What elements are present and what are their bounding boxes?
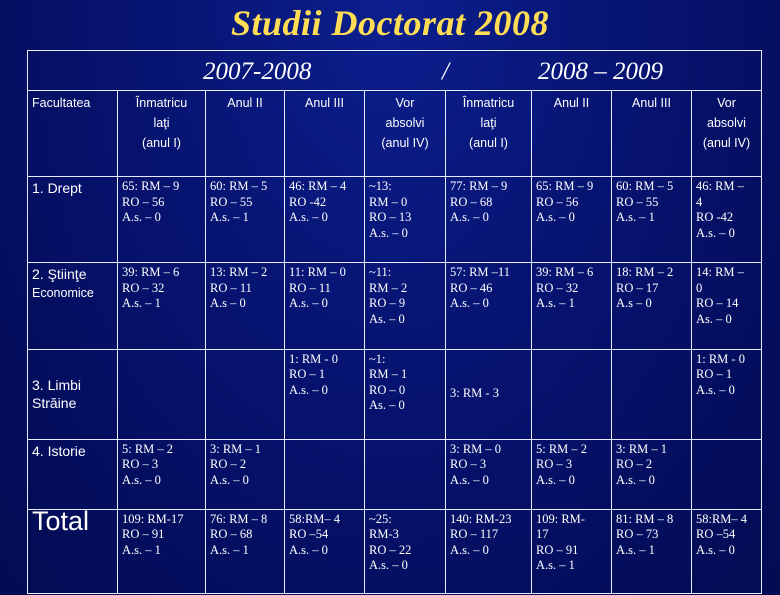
- table-cell: 3: RM – 1 RO – 2 A.s. – 0: [206, 439, 285, 509]
- doctoral-studies-table: [27, 50, 762, 594]
- table-cell: 3: RM – 0 RO – 3 A.s. – 0: [446, 439, 532, 509]
- row-label: [28, 349, 118, 439]
- row-label-total: Total: [28, 509, 118, 593]
- table-row-total: [28, 509, 762, 593]
- table-cell: 1: RM - 0 RO – 1 A.s. – 0: [285, 349, 365, 439]
- table-cell: 65: RM – 9 RO – 56 A.s. – 0: [118, 177, 206, 263]
- table-cell: 14: RM – 0 RO – 14 As. – 0: [692, 263, 762, 349]
- table-cell: 46: RM – 4 RO -42 A.s. – 0: [285, 177, 365, 263]
- year-header: [28, 51, 762, 91]
- table-cell: [118, 349, 206, 439]
- header-inmatriculati-1: Înmatricu laţi (anul I): [118, 91, 206, 177]
- year-separator: /: [442, 58, 449, 85]
- table-cell: 76: RM – 8 RO – 68 A.s. – 1: [206, 509, 285, 593]
- table-cell: 46: RM – 4 RO -42 A.s. – 0: [692, 177, 762, 263]
- table-cell: [285, 439, 365, 509]
- header-inmatriculati-2: Înmatricu laţi (anul I): [446, 91, 532, 177]
- header-anul-iii-1: Anul III: [285, 91, 365, 177]
- table-row: [28, 263, 762, 349]
- slide-title: Studii Doctorat 2008: [230, 3, 550, 43]
- table-cell: 109: RM-17 RO – 91 A.s. – 1: [118, 509, 206, 593]
- table-cell: 109: RM- 17 RO – 91 A.s. – 1: [532, 509, 612, 593]
- header-facultatea: Facultatea: [28, 91, 118, 177]
- table-row: [28, 349, 762, 439]
- header-vor-absolvi-2: Vor absolvi (anul IV): [692, 91, 762, 177]
- table-cell: ~25: RM-3 RO – 22 A.s. – 0: [365, 509, 446, 593]
- year-header-row: [28, 51, 762, 91]
- table-cell: 1: RM - 0 RO – 1 A.s. – 0: [692, 349, 762, 439]
- column-header-row: [28, 91, 762, 177]
- table-cell: 39: RM – 6 RO – 32 A.s. – 1: [532, 263, 612, 349]
- row-label: [28, 263, 118, 349]
- table-cell: 77: RM – 9 RO – 68 A.s. – 0: [446, 177, 532, 263]
- table-cell: 5: RM – 2 RO – 3 A.s. – 0: [118, 439, 206, 509]
- table-cell: 60: RM – 5 RO – 55 A.s. – 1: [206, 177, 285, 263]
- header-anul-ii-2: Anul II: [532, 91, 612, 177]
- row-label: 4. Istorie: [28, 439, 118, 509]
- table-cell: 3: RM - 3: [446, 349, 532, 439]
- row-label-line1: 2. Ştiinţe: [32, 266, 87, 283]
- table-cell: [365, 439, 446, 509]
- table-cell: 57: RM –11 RO – 46 A.s. – 0: [446, 263, 532, 349]
- table-cell: 60: RM – 5 RO – 55 A.s. – 1: [612, 177, 692, 263]
- table-cell: [206, 349, 285, 439]
- year-2008-2009: 2008 – 2009: [538, 58, 663, 85]
- table-cell: 58:RM– 4 RO –54 A.s. – 0: [692, 509, 762, 593]
- row-label-line2: Economice: [32, 286, 94, 301]
- table-cell: [692, 439, 762, 509]
- table-row: [28, 439, 762, 509]
- table-cell: 81: RM – 8 RO – 73 A.s. – 1: [612, 509, 692, 593]
- row-label-line2: Străine: [32, 395, 77, 412]
- table-cell: 13: RM – 2 RO – 11 A.s – 0: [206, 263, 285, 349]
- header-vor-absolvi-1: Vor absolvi (anul IV): [365, 91, 446, 177]
- table-cell: 140: RM-23 RO – 117 A.s. – 0: [446, 509, 532, 593]
- table-cell: ~1: RM – 1 RO – 0 As. – 0: [365, 349, 446, 439]
- table-cell: 3: RM – 1 RO – 2 A.s. – 0: [612, 439, 692, 509]
- table-row: [28, 177, 762, 263]
- table-cell: 11: RM – 0 RO – 11 A.s. – 0: [285, 263, 365, 349]
- table-cell: 65: RM – 9 RO – 56 A.s. – 0: [532, 177, 612, 263]
- header-anul-ii-1: Anul II: [206, 91, 285, 177]
- header-anul-iii-2: Anul III: [612, 91, 692, 177]
- row-label: 1. Drept: [28, 177, 118, 263]
- table-cell: [532, 349, 612, 439]
- table-cell: 58:RM– 4 RO –54 A.s. – 0: [285, 509, 365, 593]
- table-cell: 18: RM – 2 RO – 17 A.s – 0: [612, 263, 692, 349]
- table-cell: ~11: RM – 2 RO – 9 As. – 0: [365, 263, 446, 349]
- row-label-line1: 3. Limbi: [32, 377, 82, 394]
- table-cell: 5: RM – 2 RO – 3 A.s. – 0: [532, 439, 612, 509]
- table-cell: ~13: RM – 0 RO – 13 A.s. – 0: [365, 177, 446, 263]
- year-2007-2008: 2007-2008: [203, 58, 312, 85]
- table-cell: 39: RM – 6 RO – 32 A.s. – 1: [118, 263, 206, 349]
- table-cell: [612, 349, 692, 439]
